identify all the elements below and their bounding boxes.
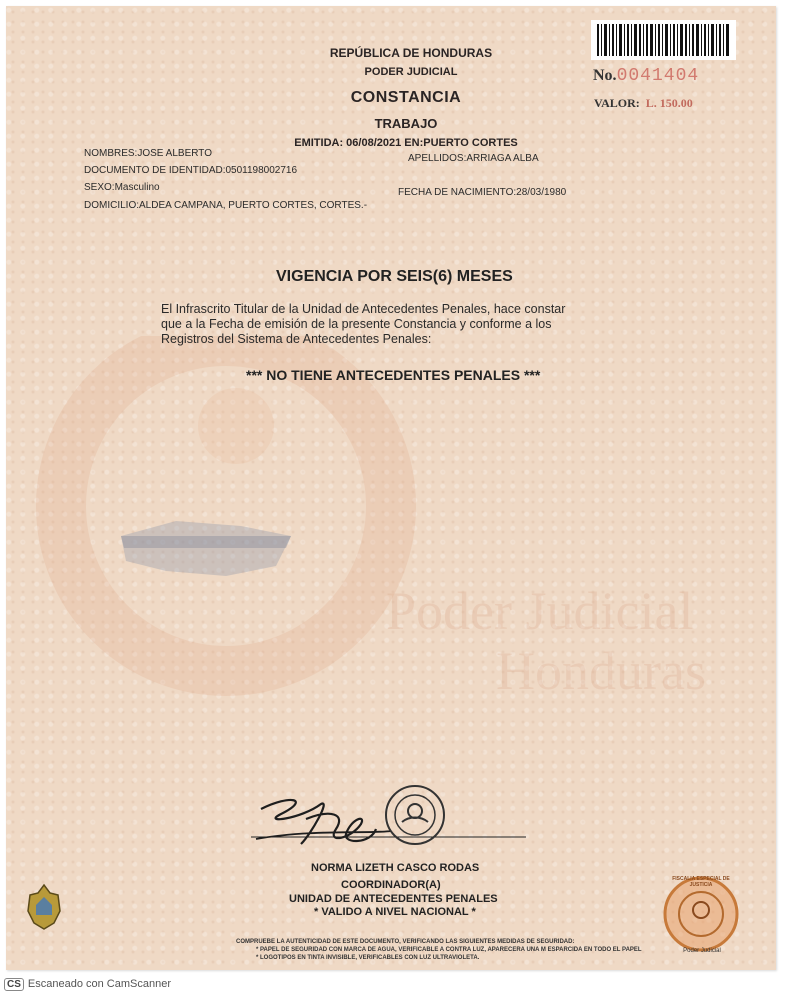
fiscal-seal-text: FISCALIA ESPECIAL DE JUSTICIA: [672, 876, 730, 888]
signer-role: COORDINADOR(A): [341, 879, 441, 891]
field-apellidos: APELLIDOS:ARRIAGA ALBA: [408, 153, 539, 164]
header-poder-judicial: PODER JUDICIAL: [364, 66, 458, 78]
field-domicilio: DOMICILIO:ALDEA CAMPANA, PUERTO CORTES, CORTES.-: [84, 200, 368, 211]
header-constancia: CONSTANCIA: [350, 89, 462, 106]
valor-label: VALOR:: [594, 96, 640, 110]
watermark-line-2: Honduras: [496, 641, 706, 701]
valor: [594, 96, 693, 111]
header-republica: REPÚBLICA DE HONDURAS: [329, 46, 493, 60]
fine-print-2: * PAPEL DE SEGURIDAD CON MARCA DE AGUA, VERIFICABLE A CONTRA LUZ, APARECERA UNA M ESPARCIDA EN TODO EL PAPEL: [256, 947, 642, 953]
header-emitida: EMITIDA: 06/08/2021 EN:PUERTO CORTES: [294, 137, 518, 149]
serial-number: [593, 66, 699, 86]
camscanner-icon: CS: [4, 978, 24, 991]
validity-note: * VALIDO A NIVEL NACIONAL *: [314, 906, 476, 918]
barcode-icon: [591, 20, 736, 60]
fiscal-seal-caption: Poder Judicial: [683, 948, 721, 954]
header-tipo: TRABAJO: [374, 116, 438, 131]
official-seal-icon: [384, 784, 446, 846]
document-paper: [6, 6, 776, 970]
signer-unit: UNIDAD DE ANTECEDENTES PENALES: [289, 893, 498, 905]
body-line-1: El Infrascrito Titular de la Unidad de Antecedentes Penales, hace constar: [161, 302, 566, 316]
vigencia-title: VIGENCIA POR SEIS(6) MESES: [276, 268, 513, 285]
serial-prefix: No.: [593, 67, 617, 84]
watermark-line-1: Poder Judicial: [386, 581, 694, 641]
serial-value: 0041404: [616, 66, 700, 86]
watermark-text: [386, 581, 706, 701]
signer-name: NORMA LIZETH CASCO RODAS: [311, 862, 480, 874]
body-line-2: que a la Fecha de emisión de la presente Constancia y conforme a los: [161, 317, 552, 331]
coat-of-arms-icon: [24, 883, 64, 931]
result-statement: *** NO TIENE ANTECEDENTES PENALES ***: [246, 367, 541, 383]
field-nombres: NOMBRES:JOSE ALBERTO: [84, 148, 213, 159]
certificate-body: [161, 302, 681, 347]
fine-print-3: * LOGOTIPOS EN TINTA INVISIBLE, VERIFICABLES CON LUZ ULTRAVIOLETA.: [256, 955, 480, 961]
scanner-footer-text: Escaneado con CamScanner: [27, 978, 171, 990]
field-nacimiento: FECHA DE NACIMIENTO:28/03/1980: [398, 187, 567, 198]
body-line-3: Registros del Sistema de Antecedentes Penales:: [161, 332, 432, 346]
valor-amount: L. 150.00: [645, 96, 693, 110]
field-sexo: SEXO:Masculino: [84, 182, 160, 193]
field-documento: DOCUMENTO DE IDENTIDAD:0501198002716: [84, 165, 298, 176]
barcode: [591, 20, 736, 60]
fine-print-1: COMPRUEBE LA AUTENTICIDAD DE ESTE DOCUMENTO, VERIFICANDO LAS SIGUIENTES MEDIDAS DE SEGURIDAD:: [236, 939, 575, 945]
scanner-footer: [4, 978, 171, 991]
